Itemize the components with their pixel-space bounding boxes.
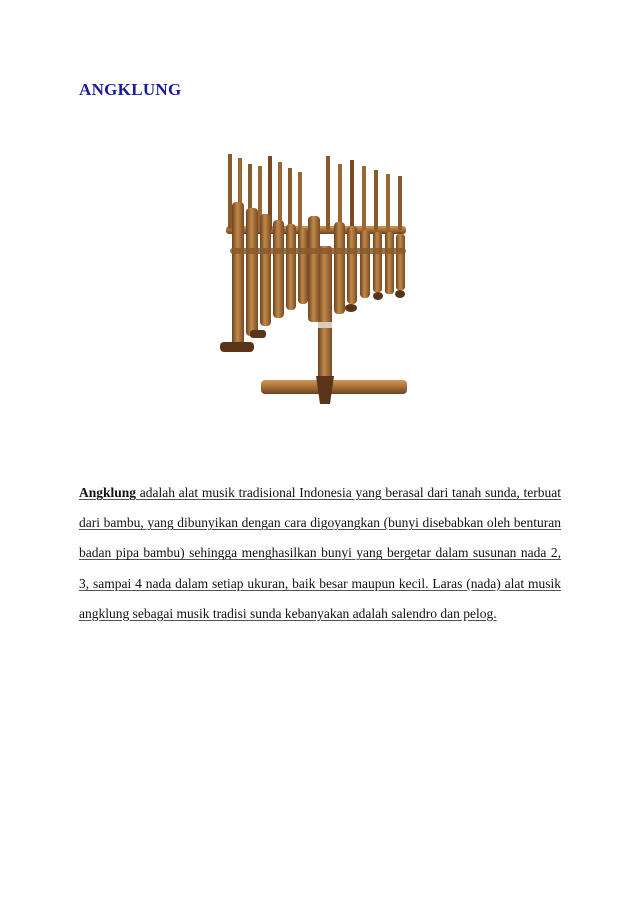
angklung-photo	[206, 136, 430, 426]
middle-rail	[230, 248, 406, 254]
body-paragraph	[79, 478, 561, 629]
left-tubes	[220, 202, 308, 352]
stand-binding	[318, 322, 332, 328]
stand-base	[261, 380, 407, 394]
lead-term: Angklung	[79, 485, 137, 500]
stand-post	[318, 246, 332, 386]
page-title: ANGKLUNG	[79, 80, 182, 99]
angklung-illustration	[206, 136, 430, 426]
stand-foot	[316, 376, 334, 404]
right-rods	[326, 156, 402, 230]
paragraph-text: adalah alat musik tradisional Indonesia yang berasal dari tanah sunda, terbuat dari bambu, yang dibunyikan dengan cara digoyangkan (bunyi disebabkan oleh benturan badan pipa bambu) sehingga menghasilkan bunyi yang bergetar dalam susunan nada 2, 3, sampai 4 nada dalam setiap ukuran, baik besar maupun kecil. Laras (nada) alat musik angklung sebagai musik tradisi sunda kebanyakan adalah salendro dan pelog.	[79, 485, 561, 621]
